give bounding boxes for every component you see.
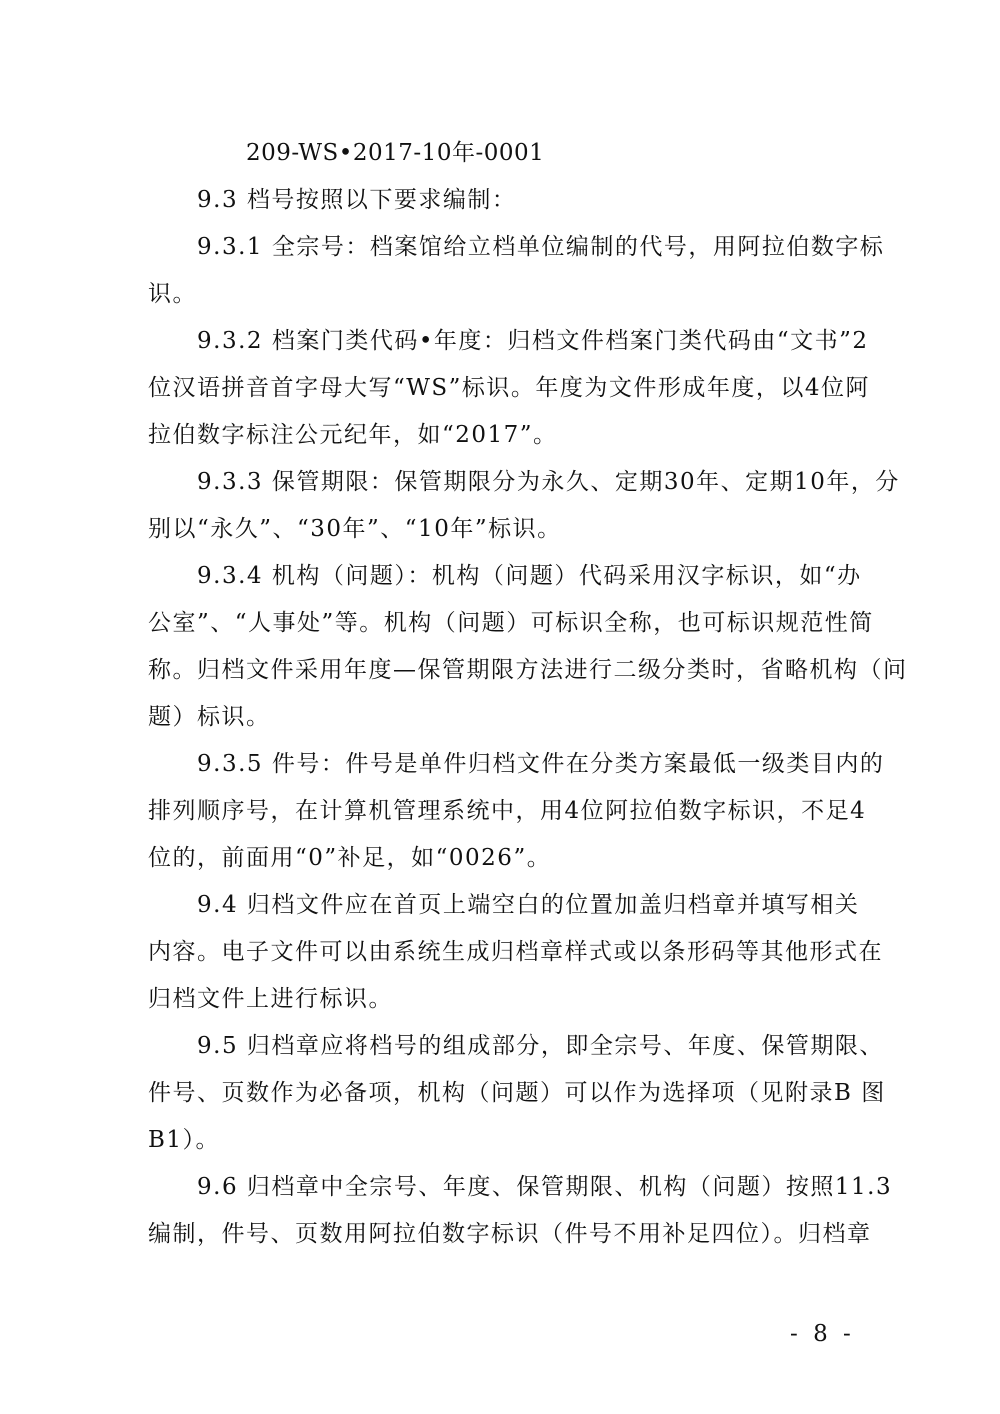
archive-code-example: 209-WS•2017-10年-0001 <box>246 140 545 166</box>
paragraph-line: 9.3.3 保管期限：保管期限分为永久、定期30年、定期10年，分 <box>197 469 900 495</box>
paragraph-line: 9.4 归档文件应在首页上端空白的位置加盖归档章并填写相关 <box>197 892 860 918</box>
page-number: - 8 - <box>790 1321 855 1347</box>
paragraph-line: 公室”、“人事处”等。机构（问题）可标识全称，也可标识规范性简 <box>148 610 874 636</box>
paragraph-line: 排列顺序号，在计算机管理系统中，用4位阿拉伯数字标识，不足4 <box>148 798 867 824</box>
paragraph-line: B1）。 <box>148 1127 221 1153</box>
paragraph-line: 位的，前面用“0”补足，如“0026”。 <box>148 845 552 871</box>
paragraph-line: 归档文件上进行标识。 <box>148 986 393 1012</box>
paragraph-line: 9.3.4 机构（问题）：机构（问题）代码采用汉字标识，如“办 <box>197 563 862 589</box>
paragraph-line: 9.3.2 档案门类代码•年度：归档文件档案门类代码由“文书”2 <box>197 328 869 354</box>
paragraph-line: 称。归档文件采用年度—保管期限方法进行二级分类时，省略机构（问 <box>148 657 908 683</box>
paragraph-line: 识。 <box>148 281 197 307</box>
paragraph-line: 拉伯数字标注公元纪年，如“2017”。 <box>148 422 558 448</box>
paragraph-line: 题）标识。 <box>148 704 271 730</box>
paragraph-line: 件号、页数作为必备项，机构（问题）可以作为选择项（见附录B 图 <box>148 1080 886 1106</box>
paragraph-line: 9.5 归档章应将档号的组成部分，即全宗号、年度、保管期限、 <box>197 1033 884 1059</box>
paragraph-line: 内容。电子文件可以由系统生成归档章样式或以条形码等其他形式在 <box>148 939 883 965</box>
paragraph-line: 9.3 档号按照以下要求编制： <box>197 187 517 213</box>
paragraph-line: 9.3.1 全宗号：档案馆给立档单位编制的代号，用阿拉伯数字标 <box>197 234 885 260</box>
paragraph-line: 编制，件号、页数用阿拉伯数字标识（件号不用补足四位）。归档章 <box>148 1221 872 1247</box>
paragraph-line: 9.3.5 件号：件号是单件归档文件在分类方案最低一级类目内的 <box>197 751 885 777</box>
paragraph-line: 9.6 归档章中全宗号、年度、保管期限、机构（问题）按照11.3 <box>197 1174 893 1200</box>
paragraph-line: 别以“永久”、“30年”、“10年”标识。 <box>148 516 562 542</box>
paragraph-line: 位汉语拼音首字母大写“WS”标识。年度为文件形成年度，以4位阿 <box>148 375 871 401</box>
